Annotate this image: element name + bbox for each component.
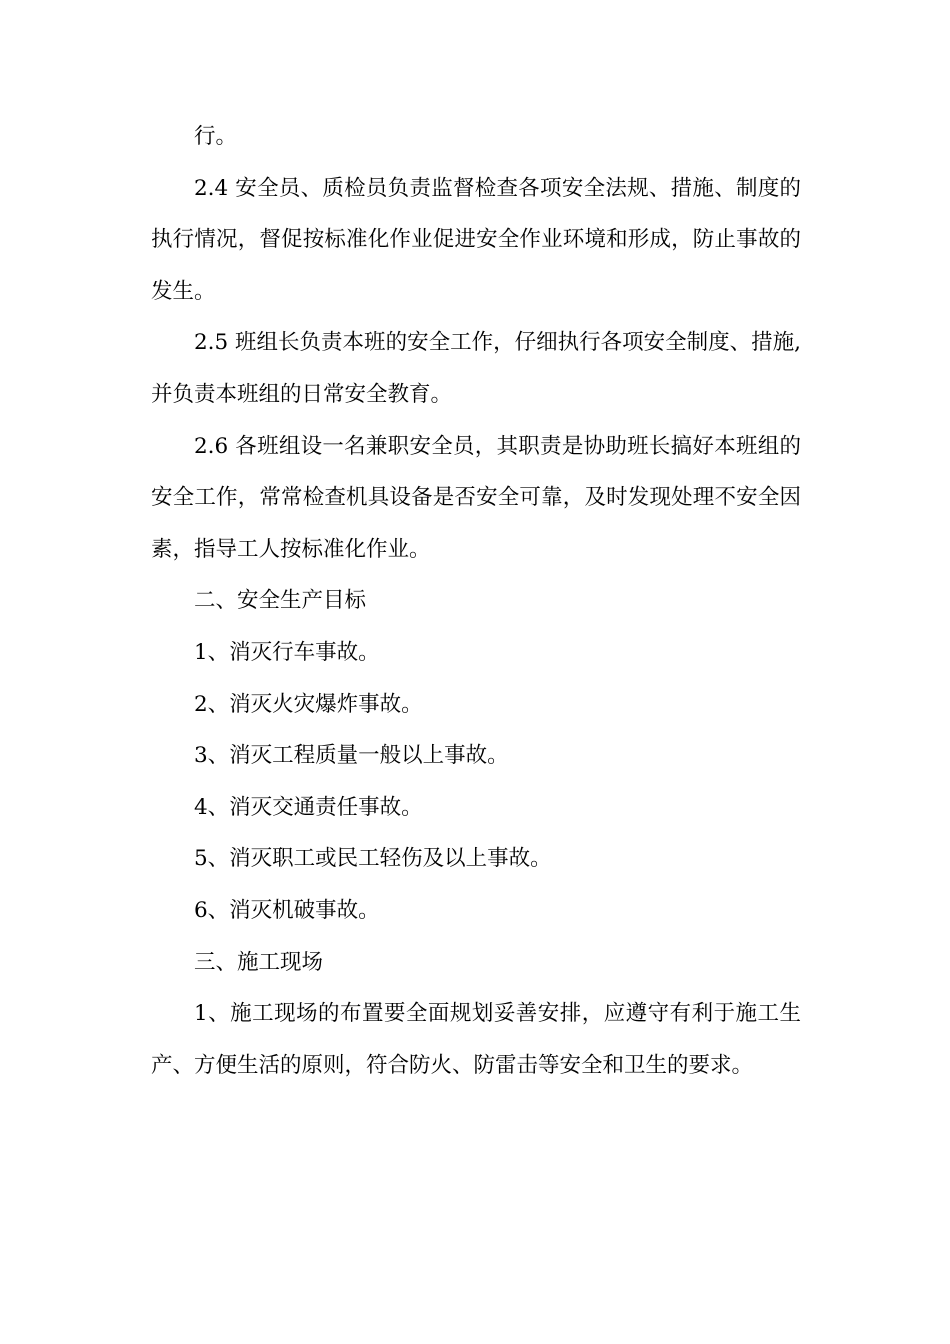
paragraph-2-5: 2.5 班组长负责本班的安全工作，仔细执行各项安全制度、措施,并负责本班组的日常安全教育。 bbox=[151, 330, 801, 407]
site-item-1: 1、施工现场的布置要全面规划妥善安排，应遵守有利于施工生产、方便生活的原则，符合防火、防雷击等安全和卫生的要求。 bbox=[151, 1001, 801, 1078]
goal-item-4: 4、消灭交通责任事故。 bbox=[194, 794, 423, 820]
goal-item-6: 6、消灭机破事故。 bbox=[194, 897, 380, 923]
paragraph-2-6: 2.6 各班组设一名兼职安全员，其职责是协助班长搞好本班组的安全工作，常常检查机具设备是否安全可靠，及时发现处理不安全因素，指导工人按标准化作业。 bbox=[151, 433, 801, 562]
document-body bbox=[151, 111, 801, 1091]
section-heading-construction-site: 三、施工现场 bbox=[194, 949, 324, 975]
goal-item-3: 3、消灭工程质量一般以上事故。 bbox=[194, 743, 509, 769]
paragraph-continuation: 行。 bbox=[194, 124, 238, 149]
goal-item-5: 5、消灭职工或民工轻伤及以上事故。 bbox=[194, 846, 552, 872]
section-heading-safety-goals: 二、安全生产目标 bbox=[194, 588, 367, 614]
goal-item-1: 1、消灭行车事故。 bbox=[194, 639, 380, 665]
paragraph-2-4: 2.4 安全员、质检员负责监督检查各项安全法规、措施、制度的执行情况，督促按标准化作业促进安全作业环境和形成，防止事故的发生。 bbox=[151, 175, 801, 304]
goal-item-2: 2、消灭火灾爆炸事故。 bbox=[194, 691, 423, 717]
